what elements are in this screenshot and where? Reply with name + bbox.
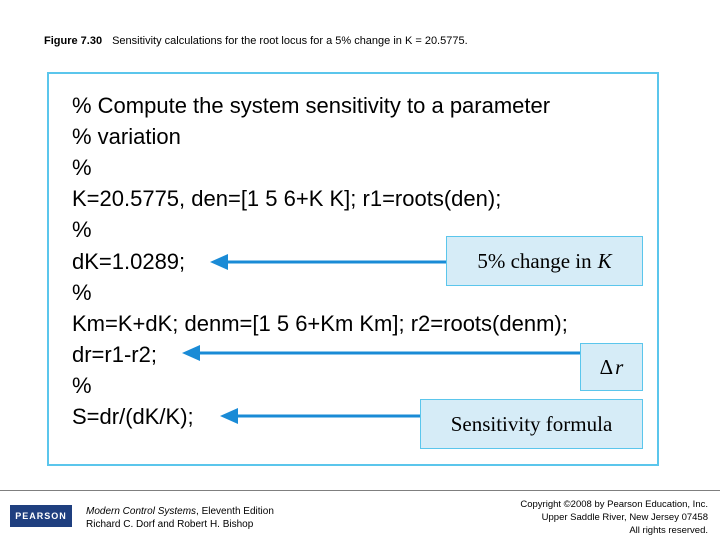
code-line: % (72, 373, 92, 398)
code-line: S=dr/(dK/K); (72, 404, 194, 429)
figure-caption-text: Sensitivity calculations for the root locus for a 5% change in K = 20.5775. (112, 35, 468, 47)
figure-label: Figure 7.30 (44, 35, 103, 47)
code-line: % (72, 217, 92, 242)
code-line: % Compute the system sensitivity to a parameter (72, 93, 551, 118)
book-title: Modern Control Systems (86, 506, 197, 517)
callout-delta-r (580, 343, 643, 391)
callout-delta-var: r (615, 354, 624, 379)
book-info (86, 505, 274, 531)
callout-sensitivity-formula-text: Sensitivity formula (450, 411, 613, 436)
copyright-notice (520, 498, 708, 537)
code-line: % (72, 280, 92, 305)
arrow-sensitivity (220, 408, 420, 424)
code-line: dK=1.0289; (72, 249, 186, 274)
arrow-delta-r (182, 345, 580, 361)
copyright-line: Copyright ©2008 by Pearson Education, Inc. (520, 499, 708, 510)
code-line: % variation (72, 124, 181, 149)
code-line: Km=K+dK; denm=[1 5 6+Km Km]; r2=roots(denm); (72, 311, 568, 336)
copyright-line: Upper Saddle River, New Jersey 07458 (541, 512, 708, 523)
callout-percent-change-var: K (597, 248, 612, 273)
code-line: % (72, 155, 92, 180)
code-line: K=20.5775, den=[1 5 6+K K]; r1=roots(den); (72, 186, 502, 211)
pearson-logo: PEARSON (10, 505, 72, 527)
callout-delta-symbol: Δ (599, 354, 614, 379)
footer-divider (0, 490, 720, 491)
book-authors: Richard C. Dorf and Robert H. Bishop (86, 519, 254, 530)
arrow-change (210, 254, 446, 270)
callout-percent-change (446, 236, 643, 286)
copyright-line: All rights reserved. (629, 525, 708, 536)
callout-sensitivity-formula (420, 399, 643, 449)
code-line: dr=r1-r2; (72, 342, 157, 367)
book-edition: , Eleventh Edition (196, 506, 274, 517)
callout-percent-change-text: 5% change in (477, 248, 592, 273)
